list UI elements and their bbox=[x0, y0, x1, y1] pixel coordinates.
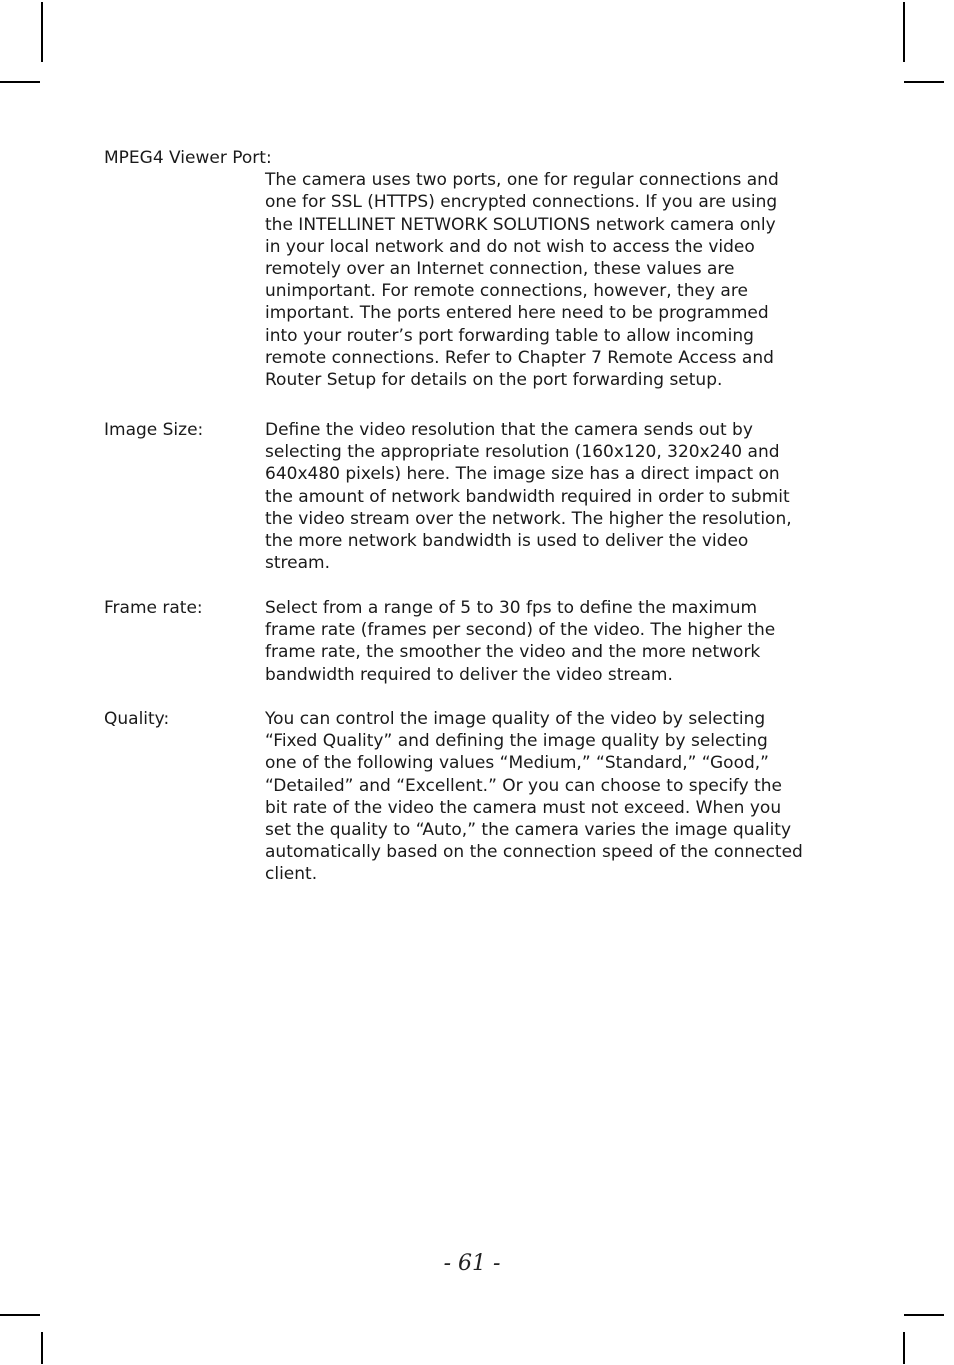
crop-mark bbox=[903, 2, 905, 62]
entry-term: Frame rate: bbox=[104, 598, 203, 618]
crop-mark bbox=[41, 2, 43, 62]
description-line: frame rate, the smoother the video and the more network bbox=[265, 642, 761, 663]
description-line: one for SSL (HTTPS) encrypted connections. If you are using bbox=[265, 192, 778, 213]
description-line: selecting the appropriate resolution (160x120, 320x240 and bbox=[265, 442, 780, 463]
description-line: Router Setup for details on the port forwarding setup. bbox=[265, 370, 723, 391]
entry-description bbox=[265, 419, 844, 574]
entry-description bbox=[265, 708, 844, 886]
description-line: client. bbox=[265, 864, 318, 885]
description-line: automatically based on the connection speed of the connected bbox=[265, 842, 803, 863]
entry-mpeg4-viewer-port bbox=[104, 147, 844, 391]
description-line: “Fixed Quality” and defining the image quality by selecting bbox=[265, 731, 768, 752]
crop-mark bbox=[0, 1314, 40, 1316]
description-line: set the quality to “Auto,” the camera varies the image quality bbox=[265, 820, 792, 841]
entry-term: Image Size: bbox=[104, 420, 204, 440]
crop-mark bbox=[904, 1314, 944, 1316]
entry-quality bbox=[104, 708, 844, 886]
entry-description bbox=[265, 597, 844, 686]
crop-mark bbox=[904, 81, 944, 83]
crop-mark bbox=[0, 81, 40, 83]
description-line: unimportant. For remote connections, however, they are bbox=[265, 281, 748, 302]
description-line: the video stream over the network. The higher the resolution, bbox=[265, 508, 792, 529]
description-line: the amount of network bandwidth required in order to submit bbox=[265, 486, 790, 507]
page-number: - 61 - bbox=[443, 1251, 501, 1276]
entry-term: Quality: bbox=[104, 709, 170, 729]
description-line: remotely over an Internet connection, these values are bbox=[265, 259, 735, 279]
description-line: remote connections. Refer to Chapter 7 Remote Access and bbox=[265, 347, 774, 368]
entry-frame-rate bbox=[104, 597, 844, 686]
description-line: You can control the image quality of the video by selecting bbox=[265, 709, 766, 729]
crop-mark bbox=[903, 1332, 905, 1364]
description-line: the INTELLINET NETWORK SOLUTIONS network camera only bbox=[265, 214, 776, 235]
description-line: bit rate of the video the camera must not exceed. When you bbox=[265, 797, 782, 818]
description-line: frame rate (frames per second) of the video. The higher the bbox=[265, 620, 776, 641]
description-line: 640x480 pixels) here. The image size has a direct impact on bbox=[265, 464, 780, 485]
description-line: Select from a range of 5 to 30 fps to define the maximum bbox=[265, 598, 758, 618]
crop-mark bbox=[41, 1332, 43, 1364]
description-line: The camera uses two ports, one for regular connections and bbox=[265, 170, 779, 191]
description-line: one of the following values “Medium,” “Standard,” “Good,” bbox=[265, 753, 769, 774]
description-line: the more network bandwidth is used to deliver the video bbox=[265, 531, 749, 552]
description-line: bandwidth required to deliver the video stream. bbox=[265, 664, 673, 685]
entry-term: MPEG4 Viewer Port: bbox=[104, 148, 272, 168]
description-line: in your local network and do not wish to access the video bbox=[265, 236, 755, 257]
entry-description bbox=[265, 147, 844, 391]
description-line: important. The ports entered here need to be programmed bbox=[265, 303, 769, 324]
description-line: Define the video resolution that the camera sends out by bbox=[265, 420, 753, 440]
description-line: into your router’s port forwarding table to allow incoming bbox=[265, 325, 754, 346]
description-line: stream. bbox=[265, 553, 330, 574]
description-line: “Detailed” and “Excellent.” Or you can choose to specify the bbox=[265, 775, 782, 796]
entry-image-size bbox=[104, 419, 844, 574]
